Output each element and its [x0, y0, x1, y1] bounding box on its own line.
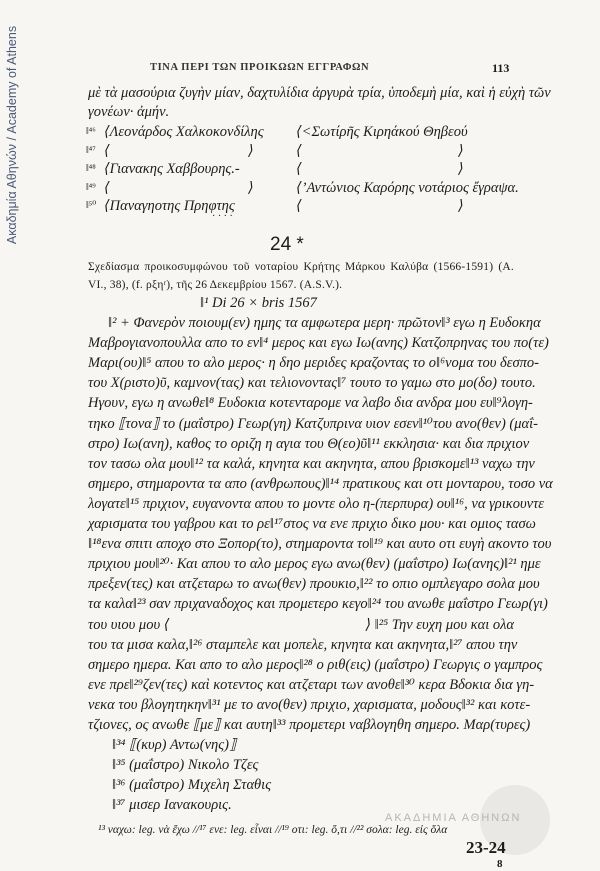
- stamp-watermark: ΑΚΑΔΗΜΙΑ ΑΘΗΝΩΝ: [385, 812, 522, 824]
- text-line: Μαρι(ου)‖⁵ απου το αλο μερος· η δηο μεριδες κραζοντας το ο‖⁶νομα του δεσπο-: [88, 355, 539, 372]
- running-title: ΤΙΝΑ ΠΕΡΙ ΤΩΝ ΠΡΟΙΚΩΩΝ ΕΓΓΡΑΦΩΝ: [150, 62, 370, 73]
- page-number: 113: [492, 61, 510, 75]
- text-line: Μαβρογιανοπουλλα απο το εν‖⁴ μερος και εγω Ιω(ανης) Κατζοπρηνας του πο(τε): [88, 335, 549, 352]
- text-line-with-gap: [88, 616, 514, 634]
- text-line: χαρισματα του γαβρου και το ρε‖¹⁷στος να ενε πριχιο δικο μου· και ομιος τασω: [88, 516, 536, 532]
- signature-right: ⟨: [296, 198, 302, 214]
- text-line: ‖¹⁸ενα σπιτι αποχο στο Ξοπορ(το), στημαροντα το‖¹⁹ και αυτο οτι ευγὴ ακοντο του: [88, 536, 552, 553]
- footnote: ¹³ ναχω: leg. νὰ ἔχω //¹⁷ ενε: leg. εἶναι //¹⁹ οτι: leg. ὅ,τι //²² σολα: leg. εἰς ὅλα: [98, 824, 448, 836]
- text-line: στρο) Ιω(ανη), καθος το οριζη η αγια του Θ(εο)ῦ‖¹¹ εκκλησια· και δια πριχιον: [88, 435, 530, 452]
- text-line: ‖² + Φανερὸν ποιουμ(εν) ημης τα αμφωτερα μερη· πρῶτον‖³ εγω η Ευδοκηα: [108, 315, 541, 331]
- bracket-close: ⟩: [248, 179, 254, 196]
- signature-right: ⟨: [296, 161, 302, 177]
- line-number: ‖⁴⁸: [86, 163, 96, 174]
- signature-right: ⟨<Σωτίρῆς Κιρηάκού Θηβεού: [296, 124, 468, 140]
- text-line: μὲ τὰ μασούρια ζυγὴν μίαν, δαχτυλίδια ἀργυρὰ τρία, ὑποδεμὴ μία, καὶ ἡ εὐχὴ τῶν: [88, 85, 551, 101]
- sheet-number: 8: [497, 858, 503, 870]
- bracket-close: ⟩: [458, 198, 464, 214]
- text-line: ενε πρε‖²⁹ζεν(τες) καὶ κοτεντος και ατζεταρι των ανοθε‖³⁰ κερα Βδοκια δια γη-: [88, 676, 535, 693]
- text-line: του Χ(ριστο)ῦ, καμνον(τας) και τελιονοντας‖⁷ τουτο το γαμω στο μο(δο) τουτο.: [88, 375, 536, 392]
- signature-left: ⟨Λεονάρδος Χαλκοκονδίλης: [104, 124, 264, 140]
- document-range: 23-24: [466, 838, 506, 857]
- line-number: ‖⁴⁷: [86, 144, 96, 156]
- text-line: πριχιου μου‖²⁰· Και απου το αλο μερος εγω ανω(θεν) (μαΐστρο) Ιω(ανης)‖²¹ ημε: [88, 556, 541, 573]
- date-line: ‖¹ Di 26 × bris 1567: [200, 295, 317, 311]
- text-line: πρεξεν(τες) και ατζεταρω το ανω(θεν) προυκιο,‖²² το οπιο ομπλεγαρο σολα μου: [88, 576, 540, 593]
- gap-line-left: του υιου μου ⟨: [88, 616, 170, 633]
- line-number: ‖⁴⁹: [86, 181, 96, 193]
- witness-line: ‖³⁵ (μαΐστρο) Νικολο Τζες: [112, 757, 259, 774]
- regest-line: Σχεδίασμα προικοσυμφώνου τοῦ νοταρίου Κρήτης Μάρκου Καλύβα (1566-1591) (A.: [88, 261, 514, 273]
- signature-right: ⟨: [296, 142, 302, 159]
- witness-line: ‖³⁷ μισερ Ιανακουρις.: [112, 797, 232, 814]
- regest-line: VI., 38), (f. ρξηʳ), τῆς 26 Δεκεμβρίου 1567. (A.S.V.).: [88, 279, 343, 291]
- signature-right: ⟨’Αντώνιος Καρόρης νοτάριος ἔγραψα.: [296, 179, 519, 196]
- text-line: τα καλα‖²³ σαν πριχαναδοχος και προμετερο κεγο‖²⁴ του ανωθε μαΐστρο Γεωρ(γι): [88, 596, 548, 613]
- line-number: ‖⁵⁰: [86, 200, 97, 211]
- text-line: σημερο, στημαροντα τα απο (ανθρωπους)‖¹⁴ πρατικους και οτι μονταρου, τοσο να: [88, 475, 553, 492]
- text-line: του τα μισα καλα,‖²⁶ σταμπελε και μοπελε, κηνητα και ακηνητα,‖²⁷ απου την: [88, 636, 518, 653]
- signature-left: ⟨: [104, 179, 110, 196]
- text-line: τηκο ⟦τονα⟧ το (μαΐστρο) Γεωρ(γη) Κατζυπρινα υιον εσεν‖¹⁰του ανο(θεν) (μαΐ-: [88, 415, 538, 432]
- line-number: ‖⁴⁶: [86, 126, 96, 137]
- gap-line-right: ⟩ ‖²⁵ Την ευχη μου και ολα: [365, 616, 514, 633]
- text-line: σημερο ημερα. Και απο το αλο μερος‖²⁸ ο ριθ(εις) (μαΐστρο) Γεωργις ο γαμπρος: [88, 656, 543, 673]
- text-line: γονέων· ἀμήν.: [88, 104, 170, 120]
- document-number: 24 *: [270, 234, 304, 255]
- text-line: τον τασω ολα μου‖¹² τα καλά, κηνητα και ακηνητα, απου βρισκομε‖¹³ ναχω την: [88, 455, 535, 472]
- text-line: λογατε‖¹⁵ πριχιον, ευγανοντα απου το μοντε ολο η-(περπυρα) ου‖¹⁶, να γρικουντε: [88, 495, 544, 512]
- dots: · · · ·: [212, 211, 233, 222]
- witness-line: ‖³⁴ ⟦(κυρ) Αντω(νης)⟧: [112, 737, 237, 754]
- text-line: νεκα του βλογητηκην‖³¹ με το ανο(θεν) πριχιο, χαρισματα, μοδους‖³² και κοτε-: [88, 696, 531, 713]
- text-line: Ηγουν, εγω η ανωθε‖⁸ Ευδοκια κοτενταρομε να λαβο δια ανδρα μου ευ‖⁹λογη-: [88, 395, 533, 412]
- bracket-close: ⟩: [248, 142, 254, 159]
- text-line: τζιονες, ος ανωθε ⟦με⟧ και αυτη‖³³ προμετερι ναβλογηθη σημερο. Μαρ(τυρες): [88, 717, 531, 733]
- archive-watermark: Ακαδημία Αθηνών / Academy of Athens: [5, 25, 19, 245]
- bracket-close: ⟩: [458, 161, 464, 177]
- signature-left: ⟨: [104, 142, 110, 159]
- signature-left: ⟨Παναγηοτης Πρηφτης: [104, 198, 235, 214]
- witness-line: ‖³⁶ (μαΐστρο) Μιχελη Σταθις: [112, 777, 272, 794]
- bracket-close: ⟩: [458, 142, 464, 159]
- signature-left: ⟨Γιανακης Χαββουρης.-: [104, 161, 240, 177]
